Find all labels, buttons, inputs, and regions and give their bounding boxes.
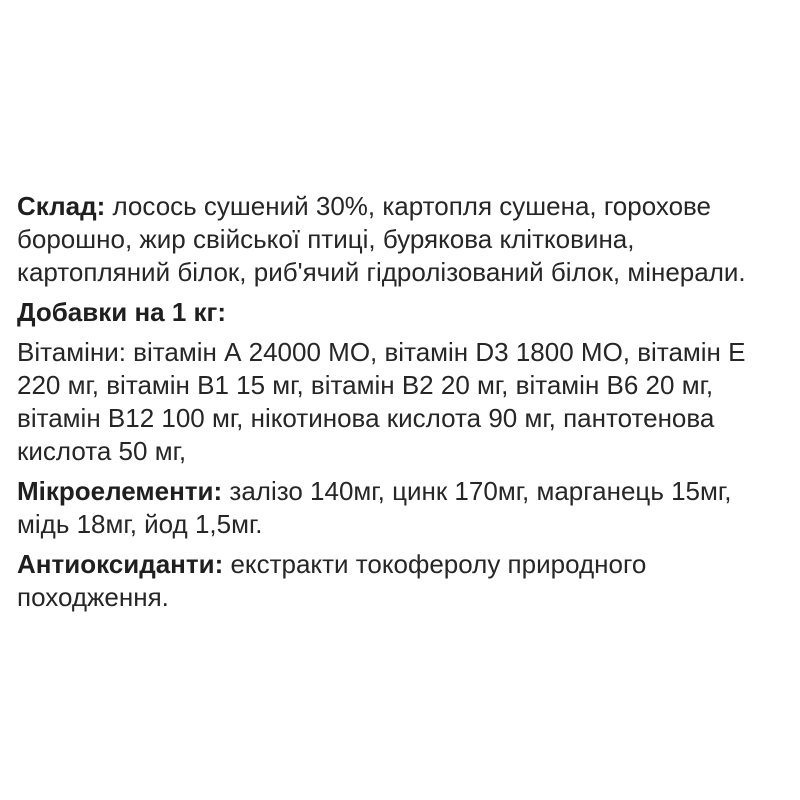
paragraph-composition-line: Склад: лосось сушений 30%, картопля сушена, горохове: [17, 191, 712, 221]
paragraph-vitamins-line: вітамін В12 100 мг, нікотинова кислота 90 мг, пантотенова: [17, 403, 715, 433]
paragraph-microelements-line: мідь 18мг, йод 1,5мг.: [17, 509, 263, 539]
paragraph-microelements-label: Мікроелементи:: [17, 476, 223, 506]
paragraph-antioxidants-line: походження.: [17, 582, 169, 612]
ingredients-text-block: [17, 190, 792, 621]
paragraph-vitamins-line: 220 мг, вітамін В1 15 мг, вітамін В2 20 мг, вітамін В6 20 мг,: [17, 370, 714, 400]
paragraph-antioxidants-line: Антиоксиданти: екстракти токоферолу природного: [17, 549, 647, 579]
paragraph-antioxidants: [17, 548, 792, 614]
paragraph-additives-per-kg-heading-line: [17, 296, 792, 329]
paragraph-vitamins-line: Вітаміни: вітамін А 24000 МО, вітамін D3 1800 МО, вітамін Е: [17, 337, 746, 367]
paragraph-composition: [17, 190, 792, 289]
paragraph-additives-per-kg-heading: [17, 296, 792, 329]
paragraph-microelements-line: Мікроелементи: залізо 140мг, цинк 170мг, марганець 15мг,: [17, 476, 732, 506]
paragraph-additives-per-kg-heading-label: Добавки на 1 кг:: [17, 297, 227, 327]
paragraph-composition-line: картопляний білок, риб'ячий гідролізований білок, мінерали.: [17, 257, 746, 287]
paragraph-microelements: [17, 475, 792, 541]
paragraph-vitamins: [17, 336, 792, 468]
paragraph-composition-line: борошно, жир свійської птиці, бурякова клітковина,: [17, 224, 635, 254]
paragraph-antioxidants-label: Антиоксиданти:: [17, 549, 224, 579]
paragraph-vitamins-line: кислота 50 мг,: [17, 436, 187, 466]
paragraph-composition-label: Склад:: [17, 191, 106, 221]
